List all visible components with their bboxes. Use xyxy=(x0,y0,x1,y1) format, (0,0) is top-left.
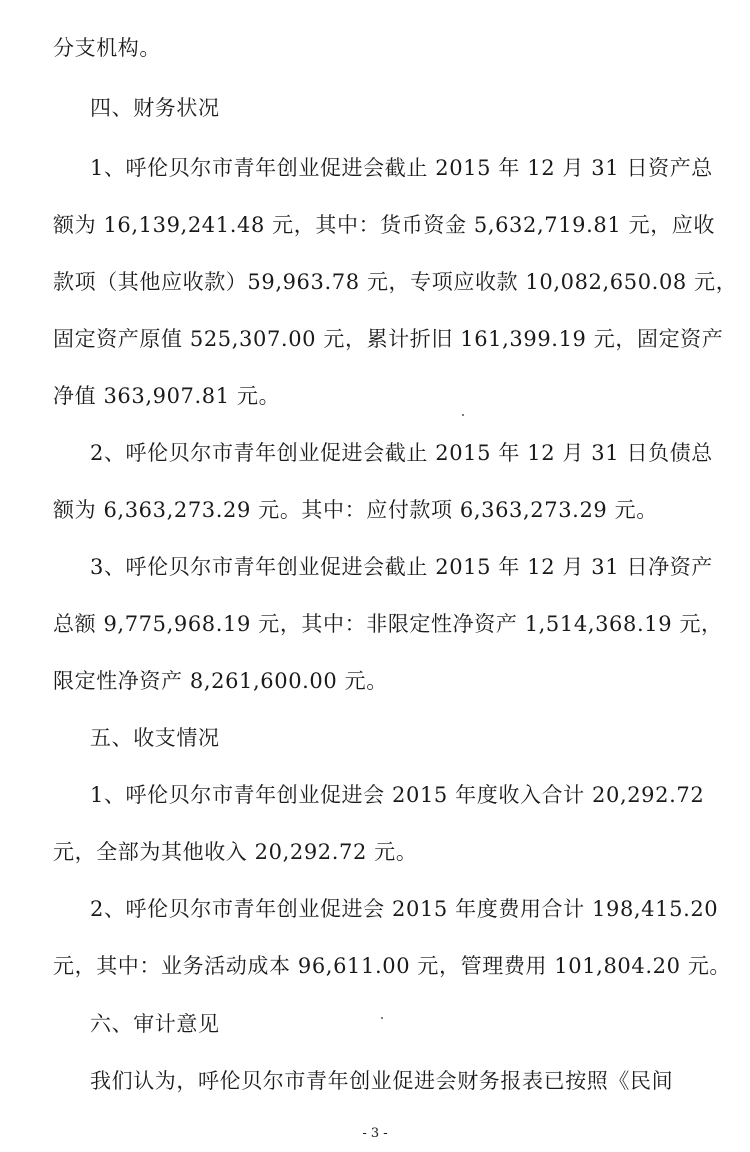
text-line-liabilities-2: 额为 6,363,273.29 元。其中：应付款项 6,363,273.29 元。 xyxy=(53,498,658,522)
text-line-assets-1: 1、呼伦贝尔市青年创业促进会截止 2015 年 12 月 31 日资产总 xyxy=(90,156,713,180)
text-line-income-1: 1、呼伦贝尔市青年创业促进会 2015 年度收入合计 20,292.72 xyxy=(90,783,705,807)
text-line-expense-1: 2、呼伦贝尔市青年创业促进会 2015 年度费用合计 198,415.20 xyxy=(90,897,719,921)
text-line-liabilities-1: 2、呼伦贝尔市青年创业促进会截止 2015 年 12 月 31 日负债总 xyxy=(90,441,713,465)
scan-speck xyxy=(381,1017,383,1019)
text-line-assets-4: 固定资产原值 525,307.00 元，累计折旧 161,399.19 元，固定资产 xyxy=(53,327,724,351)
section-heading-income-expense: 五、收支情况 xyxy=(90,726,220,750)
scan-speck xyxy=(462,414,464,416)
text-line-assets-2: 额为 16,139,241.48 元，其中：货币资金 5,632,719.81 元，应收 xyxy=(53,213,716,237)
text-line-net-assets-1: 3、呼伦贝尔市青年创业促进会截止 2015 年 12 月 31 日净资产 xyxy=(90,555,713,579)
text-line-income-2: 元，全部为其他收入 20,292.72 元。 xyxy=(53,840,418,864)
text-line-audit-1: 我们认为，呼伦贝尔市青年创业促进会财务报表已按照《民间 xyxy=(90,1069,674,1093)
page-number: - 3 - xyxy=(362,1126,388,1141)
text-line-net-assets-3: 限定性净资产 8,261,600.00 元。 xyxy=(53,669,388,693)
section-heading-financial-status: 四、财务状况 xyxy=(90,96,220,120)
text-line-continuation: 分支机构。 xyxy=(53,36,161,60)
section-heading-audit-opinion: 六、审计意见 xyxy=(90,1012,220,1036)
text-line-expense-2: 元，其中：业务活动成本 96,611.00 元，管理费用 101,804.20 元。 xyxy=(53,954,732,978)
text-line-assets-5: 净值 363,907.81 元。 xyxy=(53,384,281,408)
text-line-net-assets-2: 总额 9,775,968.19 元，其中：非限定性净资产 1,514,368.19 元， xyxy=(53,612,723,636)
text-line-assets-3: 款项（其他应收款）59,963.78 元，专项应收款 10,082,650.08 元， xyxy=(53,270,738,294)
